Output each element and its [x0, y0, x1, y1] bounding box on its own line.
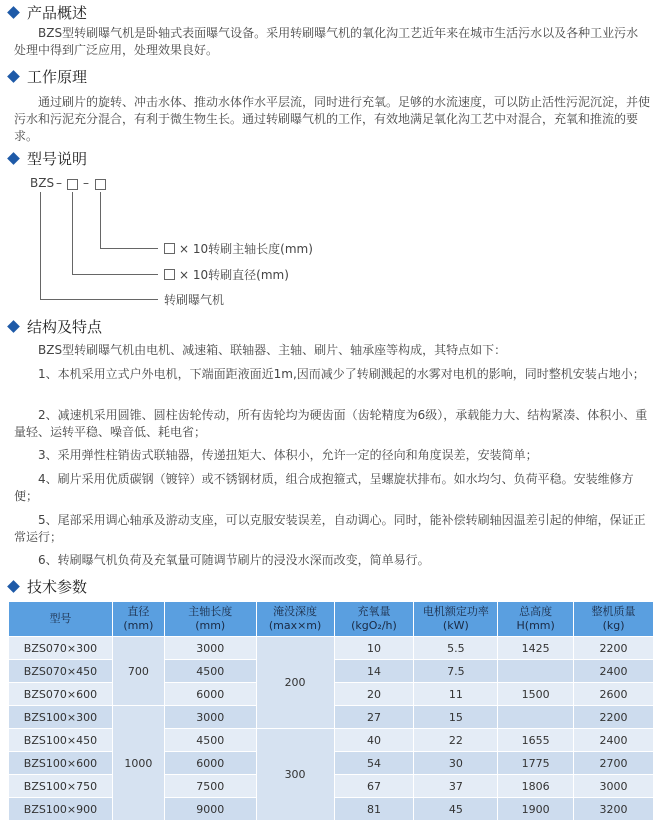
cell-length: 7500 — [164, 775, 256, 798]
header-unit: (kg) — [602, 619, 625, 632]
header-unit: (kW) — [442, 619, 469, 632]
section-heading-params — [6, 576, 87, 596]
header-text: 直径 — [127, 605, 150, 618]
cell-height: 1655 — [498, 729, 574, 752]
cell-power: 7.5 — [414, 660, 498, 683]
cell-power: 22 — [414, 729, 498, 752]
cell-height — [498, 706, 574, 729]
cell-model: BZS100×450 — [9, 729, 113, 752]
cell-power: 15 — [414, 706, 498, 729]
cell-height: 1775 — [498, 752, 574, 775]
header-unit: (max×m) — [268, 619, 322, 632]
header-text: 型号 — [49, 612, 72, 625]
cell-diameter: 700 — [112, 637, 164, 706]
feature-item: 2、减速机采用圆锥、圆柱齿轮传动，所有齿轮均为硬齿面（齿轮精度为6级），承载能力大、结构紧凑、体积小、重量轻、运转平稳、噪音低、耗电省； — [14, 408, 648, 439]
feature-item: 5、尾部采用调心轴承及游动支座，可以克服安装误差，自动调心。同时，能补偿转刷轴因温差引起的伸缩，保证正常运行； — [14, 513, 646, 544]
connector-line — [100, 192, 101, 248]
header-text: 淹没深度 — [273, 605, 318, 618]
cell-mass: 3200 — [574, 798, 654, 821]
placeholder-box-icon — [164, 243, 175, 254]
feature-item: 4、刷片采用优质碳钢（镀锌）或不锈钢材质，组合成抱箍式，呈螺旋状排布。如水均匀、负荷平稳。安装维修方便； — [14, 472, 634, 503]
features-intro: BZS型转刷曝气机由电机、减速箱、联轴器、主轴、刷片、轴承座等构成，其特点如下： — [38, 343, 507, 357]
model-label-length-text: × 10转刷主轴长度(mm) — [179, 242, 313, 256]
header-text: 主轴长度 — [188, 605, 233, 618]
connector-line — [100, 248, 158, 249]
header-text: 整机质量 — [591, 605, 636, 618]
cell-power: 5.5 — [414, 637, 498, 660]
model-label-machine — [164, 291, 224, 308]
cell-length: 4500 — [164, 729, 256, 752]
cell-length: 4500 — [164, 660, 256, 683]
diamond-bullet-icon — [7, 152, 20, 165]
feature-item: 1、本机采用立式户外电机，下端面距液面近1m,因而减少了转刷溅起的水雾对电机的影响，同时整机安装占地小； — [38, 367, 645, 381]
header-unit: H(mm) — [516, 619, 555, 632]
model-dash-1: – — [56, 176, 62, 190]
cell-power: 45 — [414, 798, 498, 821]
model-dash-2: – — [83, 176, 89, 190]
header-model — [9, 602, 113, 637]
model-label-diameter-text: × 10转刷直径(mm) — [179, 268, 289, 282]
cell-mass: 2400 — [574, 729, 654, 752]
section-heading-overview — [6, 2, 87, 22]
cell-mass: 2400 — [574, 660, 654, 683]
cell-height — [498, 660, 574, 683]
cell-mass: 2700 — [574, 752, 654, 775]
header-mass — [574, 602, 654, 637]
model-label-length — [164, 240, 313, 257]
cell-length: 9000 — [164, 798, 256, 821]
overview-text: BZS型转刷曝气机是卧轴式表面曝气设备。采用转刷曝气机的氧化沟工艺近年来在城市生活污水以及各种工业污水处理中得到广泛应用，处理效果良好。 — [14, 26, 639, 57]
cell-mass: 2200 — [574, 637, 654, 660]
header-power — [414, 602, 498, 637]
header-unit: (mm) — [195, 619, 226, 632]
cell-length: 6000 — [164, 752, 256, 775]
cell-diameter: 1000 — [112, 706, 164, 821]
cell-oxygen: 10 — [334, 637, 414, 660]
cell-model: BZS100×300 — [9, 706, 113, 729]
cell-mass: 2200 — [574, 706, 654, 729]
cell-power: 30 — [414, 752, 498, 775]
cell-model: BZS100×750 — [9, 775, 113, 798]
header-text: 充氧量 — [357, 605, 391, 618]
cell-oxygen: 40 — [334, 729, 414, 752]
connector-line — [72, 192, 73, 274]
cell-height: 1900 — [498, 798, 574, 821]
cell-oxygen: 67 — [334, 775, 414, 798]
header-unit: (kgO₂/h) — [351, 619, 397, 632]
table-row — [9, 637, 654, 660]
cell-height: 1806 — [498, 775, 574, 798]
diamond-bullet-icon — [7, 70, 20, 83]
cell-length: 6000 — [164, 683, 256, 706]
feature-item: 6、转刷曝气机负荷及充氧量可随调节刷片的浸没水深而改变，简单易行。 — [38, 553, 430, 567]
cell-mass: 3000 — [574, 775, 654, 798]
header-oxygen — [334, 602, 414, 637]
cell-power: 11 — [414, 683, 498, 706]
header-text: 总高度 — [519, 605, 553, 618]
cell-length: 3000 — [164, 637, 256, 660]
cell-depth: 200 — [256, 637, 334, 729]
model-label-machine-text: 转刷曝气机 — [164, 293, 225, 307]
principle-title: 工作原理 — [27, 67, 88, 86]
cell-oxygen: 20 — [334, 683, 414, 706]
section-heading-features — [6, 316, 102, 336]
model-label-diameter — [164, 266, 289, 283]
diamond-bullet-icon — [7, 580, 20, 593]
cell-model: BZS070×300 — [9, 637, 113, 660]
placeholder-box-icon — [164, 269, 175, 280]
cell-length: 3000 — [164, 706, 256, 729]
connector-line — [40, 299, 158, 300]
overview-title: 产品概述 — [27, 3, 88, 22]
header-height — [498, 602, 574, 637]
features-title: 结构及特点 — [27, 317, 103, 336]
cell-height: 1425 — [498, 637, 574, 660]
model-code-prefix: BZS — [30, 176, 55, 190]
model-box-diameter — [67, 179, 78, 190]
cell-mass: 2600 — [574, 683, 654, 706]
cell-height: 1500 — [498, 683, 574, 706]
feature-item: 3、采用弹性柱销齿式联轴器，传递扭矩大、体积小，允许一定的径向和角度误差，安装简单； — [38, 448, 538, 462]
header-depth — [256, 602, 334, 637]
spec-table — [8, 601, 654, 821]
section-heading-principle — [6, 66, 87, 86]
model-diagram — [0, 170, 660, 310]
cell-power: 37 — [414, 775, 498, 798]
diamond-bullet-icon — [7, 320, 20, 333]
header-unit: (mm) — [123, 619, 154, 632]
table-header-row — [9, 602, 654, 637]
section-heading-model — [6, 148, 87, 168]
connector-line — [40, 192, 41, 299]
table-row — [9, 729, 654, 752]
model-title: 型号说明 — [27, 149, 88, 168]
cell-depth: 300 — [256, 729, 334, 821]
params-title: 技术参数 — [27, 577, 88, 596]
cell-model: BZS070×600 — [9, 683, 113, 706]
cell-model: BZS100×900 — [9, 798, 113, 821]
header-length — [164, 602, 256, 637]
cell-oxygen: 54 — [334, 752, 414, 775]
diamond-bullet-icon — [7, 6, 20, 19]
cell-oxygen: 27 — [334, 706, 414, 729]
principle-text: 通过刷片的旋转、冲击水体、推动水体作水平层流，同时进行充氧。足够的水流速度，可以防止活性污泥沉淀，并使污水和污泥充分混合，有利于微生物生长。通过转刷曝气机的工作，有效地满足氧化沟工艺中对混合，充氧和推流的要求。 — [14, 95, 651, 143]
header-diameter — [112, 602, 164, 637]
model-box-length — [95, 179, 106, 190]
cell-model: BZS070×450 — [9, 660, 113, 683]
cell-model: BZS100×600 — [9, 752, 113, 775]
cell-oxygen: 14 — [334, 660, 414, 683]
cell-oxygen: 81 — [334, 798, 414, 821]
connector-line — [72, 274, 158, 275]
header-text: 电机额定功率 — [422, 605, 489, 618]
